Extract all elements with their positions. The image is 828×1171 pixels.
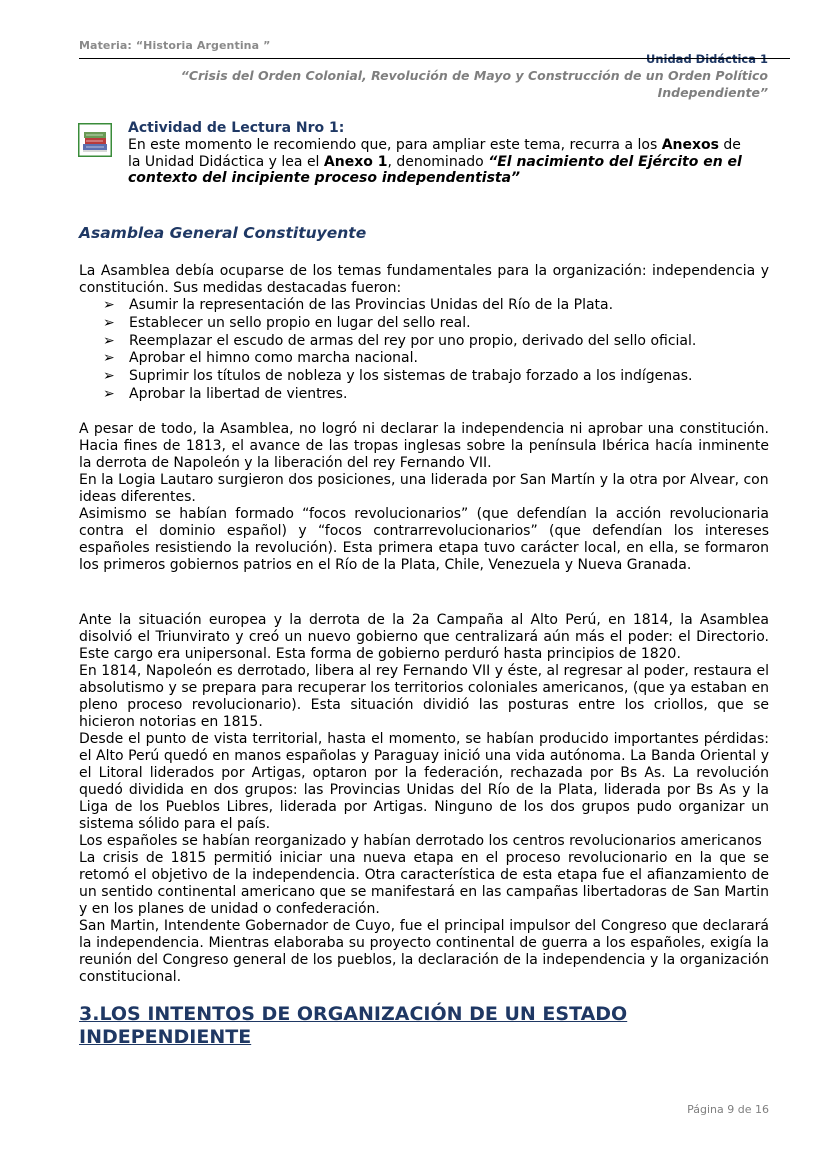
activity-text: [128, 137, 748, 187]
body-paragraph: A pesar de todo, la Asamblea, no logró ni declarar la independencia ni aprobar una constitución. Hacia fines de 1813, el avance de las tropas inglesas sobre la península Ibérica hacía inminente la derrota de Napoleón y la liberación del rey Fernando VII.: [79, 421, 769, 471]
list-item: [103, 333, 696, 351]
body-paragraph: Asimismo se habían formado “focos revolucionarios” (que defendían la acción revolucionaria contra el dominio español) y “focos contrarrevolucionarios” (que defendían los intereses españoles resistiendo la revolución). Esta primera etapa tuvo carácter local, en ella, se formaron los primeros gobiernos patrios en el Río de la Plata, Chile, Venezuela y Nueva Granada.: [79, 506, 769, 573]
arrow-bullet-icon: ➢: [103, 368, 115, 385]
header-divider: [79, 58, 790, 59]
activity-text-part: En este momento le recomiendo que, para ampliar este tema, recurra a los: [128, 137, 662, 153]
section-title: Asamblea General Constituyente: [79, 224, 367, 242]
body-paragraph: La crisis de 1815 permitió iniciar una nueva etapa en el proceso revolucionario en la que se retomó el objetivo de la independencia. Otra característica de esta etapa fue el afianzamiento de un sentido continental americano que se manifestará en las campañas libertadoras de San Martin y en los planes de unidad o confederación.: [79, 850, 769, 917]
list-item-text: Suprimir los títulos de nobleza y los sistemas de trabajo forzado a los indígenas.: [129, 368, 693, 385]
body-paragraph: San Martin, Intendente Gobernador de Cuyo, fue el principal impulsor del Congreso que declarará la independencia. Mientras elaboraba su proyecto continental de guerra a los españoles, exigía la reunión del Congreso general de los pueblos, la declaración de la independencia y la organización constitucional.: [79, 918, 769, 985]
arrow-bullet-icon: ➢: [103, 350, 115, 367]
body-paragraph: Los españoles se habían reorganizado y habían derrotado los centros revolucionarios americanos: [79, 833, 762, 849]
arrow-bullet-icon: ➢: [103, 314, 115, 331]
activity-title: Actividad de Lectura Nro 1:: [128, 120, 345, 136]
body-paragraph: En la Logia Lautaro surgieron dos posiciones, una liderada por San Martín y la otra por Alvear, con: [79, 472, 769, 488]
list-item-text: Reemplazar el escudo de armas del rey por uno propio, derivado del sello oficial.: [129, 332, 697, 349]
measures-list: [103, 297, 696, 404]
intro-paragraph: La Asamblea debía ocuparse de los temas fundamentales para la organización: independencia y constitución. Sus medidas destacadas fueron:: [79, 263, 769, 296]
body-paragraph: Ante la situación europea y la derrota de la 2a Campaña al Alto Perú, en 1814, la Asamblea disolvió el Triunvirato y creó un nuevo gobierno que centralizará aún más el poder: el Directorio. Este cargo era unipersonal. Esta forma de gobierno perduró hasta principios de 1820.: [79, 612, 769, 662]
subject-header: Materia: “Historia Argentina ”: [79, 39, 271, 52]
list-item: [103, 350, 696, 368]
unit-subtitle: “Crisis del Orden Colonial, Revolución de Mayo y Construcción de un Orden Político Independiente”: [180, 68, 768, 100]
chapter-heading: 3.LOS INTENTOS DE ORGANIZACIÓN DE UN ESTADO INDEPENDIENTE: [79, 1003, 628, 1048]
body-paragraph: Desde el punto de vista territorial, hasta el momento, se habían producido importantes pérdidas: el Alto Perú quedó en manos españolas y Paraguay inició una vida autónoma. La Banda Oriental y el Litoral liderados por Artigas, optaron por la federación, rechazada por Bs As. La revolución quedó dividida en dos grupos: las Provincias Unidas del Río de la Plata, liderada por Bs As y la Liga de los Pueblos Libres, liderada por Artigas. Ninguno de los dos grupos pudo organizar un sistema sólido para el país.: [79, 731, 769, 832]
body-paragraph: ideas diferentes.: [79, 489, 196, 505]
list-item-text: Establecer un sello propio en lugar del sello real.: [129, 314, 471, 331]
unit-header: Unidad Didáctica 1: [645, 52, 768, 66]
body-paragraph: En 1814, Napoleón es derrotado, libera al rey Fernando VII y éste, al regresar al poder, restaura el absolutismo y se prepara para recuperar los territorios coloniales americanos, (que ya estaban en pleno proceso revolucionario). Esta situación dividió las posturas entre los criollos, que se hicieron notorias en 1815.: [79, 663, 769, 730]
list-item-text: Aprobar el himno como marcha nacional.: [129, 350, 418, 367]
book-stack-icon: [78, 123, 112, 157]
body-paragraph-group: [79, 421, 769, 574]
activity-annex-number: Anexo 1: [323, 153, 388, 170]
arrow-bullet-icon: ➢: [103, 385, 115, 402]
activity-text-part: de la Unidad Didáctica y lea el: [128, 137, 741, 170]
arrow-bullet-icon: ➢: [103, 297, 115, 313]
list-item: [103, 297, 696, 315]
list-item: [103, 368, 696, 386]
list-item-text: Asumir la representación de las Provincias Unidas del Río de la Plata.: [129, 297, 614, 313]
list-item-text: Aprobar la libertad de vientres.: [129, 385, 348, 402]
activity-annex-label: Anexos: [661, 137, 719, 153]
list-item: [103, 315, 696, 333]
page-number: Página 9 de 16: [687, 1103, 769, 1116]
activity-reading-title: “El nacimiento del Ejército en el contexto del incipiente proceso independentista”: [128, 153, 742, 186]
activity-text-part: , denominado: [387, 153, 489, 170]
list-item: [103, 386, 696, 404]
body-paragraph-group: [79, 612, 769, 986]
arrow-bullet-icon: ➢: [103, 332, 115, 349]
